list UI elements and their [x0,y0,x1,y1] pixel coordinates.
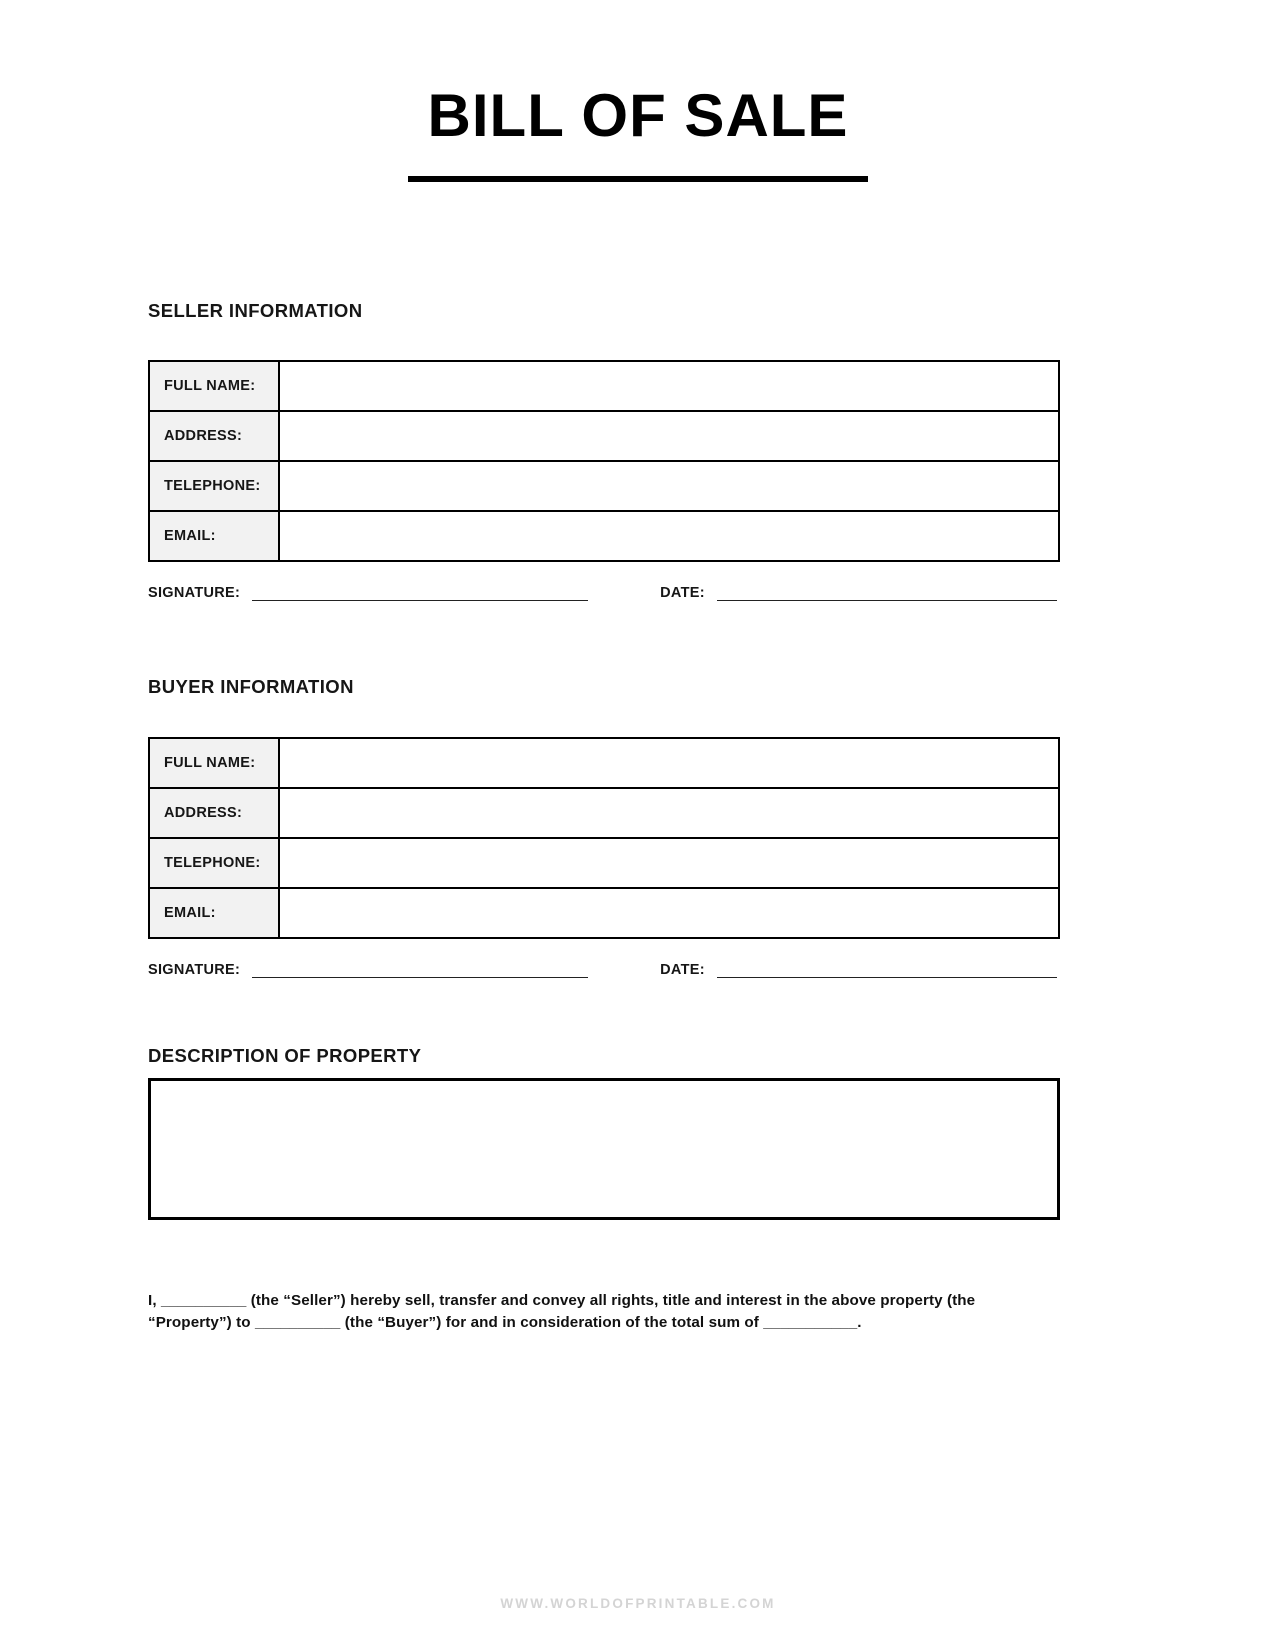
footer-watermark: WWW.WORLDOFPRINTABLE.COM [500,1596,776,1611]
seller-telephone-cell[interactable] [279,461,1059,511]
buyer-date-label: DATE: [660,962,705,978]
buyer-address-cell[interactable] [279,788,1059,838]
table-row [149,411,1059,461]
buyer-address-label: ADDRESS: [149,788,279,838]
seller-date-label: DATE: [660,585,705,601]
table-row [149,838,1059,888]
table-row [149,461,1059,511]
seller-address-input[interactable] [280,427,1058,444]
table-row [149,361,1059,411]
seller-signature-label: SIGNATURE: [148,585,241,601]
buyer-info-table-wrap [148,737,1060,939]
seller-telephone-label: TELEPHONE: [149,461,279,511]
property-description-textarea[interactable] [151,1081,1057,1217]
property-description-box[interactable] [148,1078,1060,1220]
buyer-section-heading: BUYER INFORMATION [148,676,354,697]
table-row [149,511,1059,561]
seller-email-input[interactable] [280,527,1058,544]
clause-wrap [148,1290,1028,1334]
property-section-heading: DESCRIPTION OF PROPERTY [148,1045,422,1066]
seller-signature-group [148,585,588,601]
seller-address-label: ADDRESS: [149,411,279,461]
seller-info-table-wrap [148,360,1060,562]
buyer-email-input[interactable] [280,904,1058,921]
seller-full-name-label: FULL NAME: [149,361,279,411]
buyer-info-table [148,737,1060,939]
conveyance-clause-text: I, __________ (the “Seller”) hereby sell, transfer and convey all rights, title and interest in the above property (the “Property”) to __________ (the “Buyer”) for and in consideration of the total sum of ___________. [148,1292,976,1332]
seller-email-cell[interactable] [279,511,1059,561]
seller-date-group [660,585,1057,601]
table-row [149,788,1059,838]
buyer-signature-label: SIGNATURE: [148,962,241,978]
seller-signature-row [148,585,1060,601]
seller-full-name-input[interactable] [280,377,1058,394]
buyer-email-label: EMAIL: [149,888,279,938]
seller-signature-field[interactable] [252,586,588,601]
seller-date-input[interactable] [717,586,1057,603]
buyer-telephone-cell[interactable] [279,838,1059,888]
buyer-email-cell[interactable] [279,888,1059,938]
buyer-signature-field[interactable] [252,963,588,978]
table-row [149,738,1059,788]
seller-telephone-input[interactable] [280,477,1058,494]
buyer-full-name-input[interactable] [280,754,1058,771]
seller-signature-input[interactable] [252,586,588,603]
buyer-full-name-label: FULL NAME: [149,738,279,788]
table-row [149,888,1059,938]
buyer-date-input[interactable] [717,963,1057,980]
seller-email-label: EMAIL: [149,511,279,561]
seller-heading-wrap [148,300,362,322]
seller-info-table [148,360,1060,562]
title-underline-rule [408,176,868,182]
buyer-date-field[interactable] [717,963,1057,978]
buyer-signature-row [148,962,1060,978]
buyer-date-group [660,962,1057,978]
buyer-signature-group [148,962,588,978]
title-block [0,0,1276,182]
buyer-telephone-input[interactable] [280,854,1058,871]
buyer-full-name-cell[interactable] [279,738,1059,788]
seller-date-field[interactable] [717,586,1057,601]
buyer-signature-input[interactable] [252,963,588,980]
seller-address-cell[interactable] [279,411,1059,461]
buyer-heading-wrap [148,676,354,698]
seller-full-name-cell[interactable] [279,361,1059,411]
property-heading-wrap [148,1045,421,1067]
page-title: BILL OF SALE [427,82,849,149]
seller-section-heading: SELLER INFORMATION [148,300,363,321]
buyer-address-input[interactable] [280,804,1058,821]
buyer-telephone-label: TELEPHONE: [149,838,279,888]
